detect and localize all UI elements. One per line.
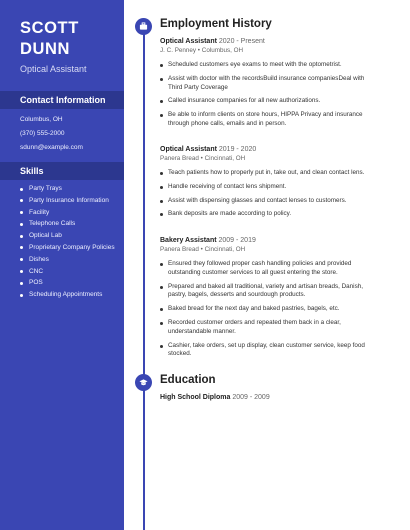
job-entry [160, 38, 375, 134]
job-bullets [160, 169, 375, 219]
job-bullets [160, 61, 375, 129]
job-header [160, 38, 375, 45]
bullet-item: Called insurance companies for all new authorizations. [160, 97, 375, 106]
job-company: J. C. Penney [160, 47, 197, 54]
skill-item: CNC [20, 266, 115, 278]
skill-item: Telephone Calls [20, 218, 115, 230]
education-node [135, 374, 152, 391]
skill-item: POS [20, 277, 115, 289]
skills-heading: Skills [0, 162, 124, 180]
bullet-item: Handle receiving of contact lens shipment. [160, 183, 375, 192]
job-header [160, 237, 375, 244]
contact-location: Columbus, OH [20, 116, 63, 123]
job-company-line: J. C. Penney • Columbus, OH [160, 47, 244, 54]
job-dates: 2009 - 2019 [218, 237, 256, 244]
job-dates: 2020 - Present [218, 38, 265, 45]
education-heading: Education [160, 374, 216, 386]
contact-heading: Contact Information [0, 91, 124, 109]
job-entry [160, 146, 375, 224]
skill-item: Facility [20, 207, 115, 219]
bullet-item: Be able to inform clients on store hours, HIPPA Privacy and insurance through phone calls, emails and in person. [160, 111, 375, 129]
contact-phone: (370) 555-2000 [20, 130, 65, 137]
sidebar [0, 0, 124, 530]
skill-item: Dishes [20, 254, 115, 266]
employment-node [135, 18, 152, 35]
job-location: Columbus, OH [201, 47, 244, 54]
job-company: Panera Bread [160, 246, 199, 253]
timeline-line [143, 26, 145, 530]
job-bullets [160, 260, 375, 359]
job-title: Bakery Assistant [160, 237, 217, 244]
bullet-item: Teach patients how to properly put in, take out, and clean contact lens. [160, 169, 375, 178]
bullet-item: Assist with dispensing glasses and contact lenses to customers. [160, 197, 375, 206]
job-company: Panera Bread [160, 155, 199, 162]
bullet-item: Cashier, take orders, set up display, clean customer service, keep food stocked. [160, 342, 375, 360]
candidate-name [20, 18, 79, 60]
skill-item: Optical Lab [20, 230, 115, 242]
skill-item: Scheduling Appointments [20, 289, 115, 301]
job-entry [160, 237, 375, 364]
skill-item: Party Trays [20, 183, 115, 195]
job-company-line: Panera Bread • Cincinnati, OH [160, 155, 246, 162]
graduation-cap-icon [139, 378, 148, 387]
education-dates: 2009 - 2009 [232, 394, 270, 401]
contact-list [20, 113, 83, 155]
job-role: Optical Assistant [20, 64, 87, 74]
first-name: SCOTT [20, 19, 79, 37]
education-entry [160, 394, 270, 401]
bullet-item: Scheduled customers eye exams to meet with the optometrist. [160, 61, 375, 70]
job-dates: 2019 - 2020 [218, 146, 257, 153]
job-company-line: Panera Bread • Cincinnati, OH [160, 246, 246, 253]
briefcase-icon [139, 22, 148, 31]
job-title: Optical Assistant [160, 38, 217, 45]
bullet-item: Ensured they followed proper cash handling policies and provided outstanding customer services to all guest entering the store. [160, 260, 375, 278]
bullet-item: Bank deposits are made according to policy. [160, 210, 375, 219]
skill-item: Proprietary Company Policies [20, 242, 115, 254]
bullet-item: Recorded customer orders and repeated them back in a clear, understandable manner. [160, 319, 375, 337]
skill-item: Party Insurance Information [20, 195, 115, 207]
bullet-item: Baked bread for the next day and baked pastries, bagels, etc. [160, 305, 375, 314]
bullet-item: Assist with doctor with the recordsBuild insurance companiesDeal with Third Party Coverage [160, 75, 375, 93]
last-name: DUNN [20, 40, 71, 58]
bullet-item: Prepared and baked all traditional, variety and artisan breads, Danish, pastry, bagels, desserts and sourdough products. [160, 283, 375, 301]
employment-heading: Employment History [160, 18, 272, 30]
job-title: Optical Assistant [160, 146, 217, 153]
education-degree: High School Diploma [160, 394, 231, 401]
job-location: Cincinnati, OH [204, 155, 246, 162]
contact-email[interactable]: sdunn@example.com [20, 144, 83, 151]
job-header [160, 146, 375, 153]
job-location: Cincinnati, OH [204, 246, 246, 253]
skills-list [20, 183, 115, 301]
